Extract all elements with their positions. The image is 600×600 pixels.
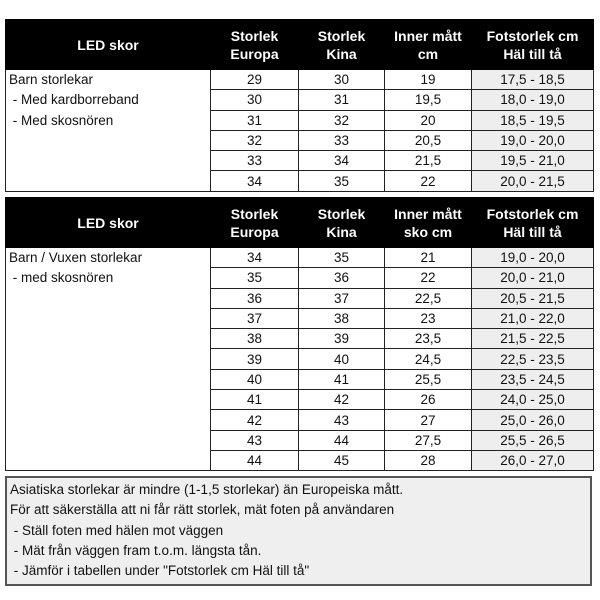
table-cell: 18,0 - 19,0 bbox=[472, 90, 594, 110]
table-cell: 36 bbox=[211, 288, 299, 308]
table-cell: 22,5 bbox=[385, 288, 472, 308]
table-cell: 24,5 bbox=[385, 349, 472, 369]
table-cell: 20,0 - 21,5 bbox=[472, 171, 594, 191]
table-cell: 21,0 - 22,0 bbox=[472, 308, 594, 328]
table-cell: 33 bbox=[211, 151, 299, 171]
table-cell: 43 bbox=[211, 430, 299, 450]
category-label-line: - med skosnören bbox=[9, 270, 114, 286]
column-header bbox=[6, 20, 211, 70]
table-cell: 31 bbox=[211, 110, 299, 130]
table-cell: 27,5 bbox=[385, 430, 472, 450]
column-header bbox=[211, 198, 299, 248]
table-cell: 34 bbox=[299, 151, 385, 171]
column-header-line: Storlek bbox=[230, 205, 279, 222]
table-cell: 32 bbox=[211, 130, 299, 150]
column-header bbox=[6, 198, 211, 248]
table-cell: 21,5 bbox=[385, 151, 472, 171]
column-header-line: sko cm bbox=[403, 223, 453, 240]
note-line: - Jämför i tabellen under "Fotstorlek cm Häl till tå" bbox=[10, 563, 310, 579]
column-header-line: Storlek bbox=[230, 27, 279, 44]
table-cell: 35 bbox=[299, 171, 385, 191]
table-cell: 28 bbox=[385, 450, 472, 470]
table-row bbox=[6, 248, 594, 268]
column-header-line: Kina bbox=[326, 45, 357, 62]
table-cell: 30 bbox=[211, 90, 299, 110]
column-header-line: Inner mått bbox=[394, 27, 462, 44]
table-cell: 43 bbox=[299, 410, 385, 430]
table-cell: 26 bbox=[385, 390, 472, 410]
table-cell: 36 bbox=[299, 268, 385, 288]
table-cell: 25,0 - 26,0 bbox=[472, 410, 594, 430]
category-label-line: Barn / Vuxen storlekar bbox=[9, 250, 143, 265]
table-header-row bbox=[6, 198, 594, 248]
table-cell: 35 bbox=[299, 248, 385, 268]
table-cell: 22 bbox=[385, 268, 472, 288]
table-cell: 40 bbox=[211, 369, 299, 389]
table-cell: 19 bbox=[385, 70, 472, 90]
table-cell: 23,5 bbox=[385, 329, 472, 349]
column-header-line: LED skor bbox=[77, 36, 139, 53]
table-header-row bbox=[6, 20, 594, 70]
table-cell: 23 bbox=[385, 308, 472, 328]
column-header-line: Kina bbox=[326, 223, 357, 240]
table-cell: 39 bbox=[211, 349, 299, 369]
table-cell: 44 bbox=[211, 450, 299, 470]
table-cell: 19,0 - 20,0 bbox=[472, 248, 594, 268]
table-cell: 42 bbox=[211, 410, 299, 430]
column-header-line: cm bbox=[417, 45, 439, 62]
table-cell: 18,5 - 19,5 bbox=[472, 110, 594, 130]
note-line: Asiatiska storlekar är mindre (1-1,5 storlekar) än Europeiska mått. bbox=[10, 482, 404, 497]
table-cell: 25,5 - 26,5 bbox=[472, 430, 594, 450]
table-cell: 21,5 - 22,5 bbox=[472, 329, 594, 349]
column-header bbox=[385, 20, 472, 70]
table-cell: 33 bbox=[299, 130, 385, 150]
table-cell: 22 bbox=[385, 171, 472, 191]
column-header-line: Europa bbox=[230, 223, 279, 240]
table-cell: 41 bbox=[211, 390, 299, 410]
table-cell: 34 bbox=[211, 171, 299, 191]
size-table-children bbox=[5, 19, 594, 192]
category-label-line: - Med kardborreband bbox=[9, 92, 139, 108]
table-cell: 21 bbox=[385, 248, 472, 268]
table-cell: 17,5 - 18,5 bbox=[472, 70, 594, 90]
table-cell: 20 bbox=[385, 110, 472, 130]
table-cell: 26,0 - 27,0 bbox=[472, 450, 594, 470]
column-header bbox=[472, 198, 594, 248]
category-label bbox=[6, 248, 211, 471]
table-cell: 38 bbox=[299, 308, 385, 328]
table-cell: 22,5 - 23,5 bbox=[472, 349, 594, 369]
column-header-line: Fotstorlek cm bbox=[486, 27, 579, 44]
column-header-line: Häl till tå bbox=[503, 45, 562, 62]
table-cell: 39 bbox=[299, 329, 385, 349]
table-cell: 19,5 - 21,0 bbox=[472, 151, 594, 171]
table-cell: 38 bbox=[211, 329, 299, 349]
column-header bbox=[299, 20, 385, 70]
note-line: För att säkerställa att ni får rätt storlek, mät foten på användaren bbox=[10, 502, 395, 518]
table-cell: 23,5 - 24,5 bbox=[472, 369, 594, 389]
table-cell: 45 bbox=[299, 450, 385, 470]
note-line: - Ställ foten med hälen mot väggen bbox=[10, 522, 224, 538]
column-header-line: Storlek bbox=[317, 205, 366, 222]
table-cell: 25,5 bbox=[385, 369, 472, 389]
table-cell: 27 bbox=[385, 410, 472, 430]
category-label-line: - Med skosnören bbox=[9, 112, 114, 128]
size-table-children-adult bbox=[5, 197, 594, 471]
column-header-line: Europa bbox=[230, 45, 279, 62]
column-header-line: Storlek bbox=[317, 27, 366, 44]
table-cell: 35 bbox=[211, 268, 299, 288]
table-cell: 37 bbox=[299, 288, 385, 308]
table-cell: 30 bbox=[299, 70, 385, 90]
category-label-line: Barn storlekar bbox=[9, 72, 94, 87]
table-row bbox=[6, 70, 594, 90]
note-line: - Mät från väggen fram t.o.m. längsta tån. bbox=[10, 542, 262, 558]
table-cell: 32 bbox=[299, 110, 385, 130]
table-cell: 42 bbox=[299, 390, 385, 410]
column-header-line: Inner mått bbox=[394, 205, 462, 222]
category-label bbox=[6, 70, 211, 192]
table-cell: 19,0 - 20,0 bbox=[472, 130, 594, 150]
table-cell: 20,5 bbox=[385, 130, 472, 150]
measuring-note bbox=[5, 476, 592, 586]
table-cell: 41 bbox=[299, 369, 385, 389]
table-cell: 19,5 bbox=[385, 90, 472, 110]
table-cell: 37 bbox=[211, 308, 299, 328]
column-header bbox=[472, 20, 594, 70]
table-cell: 34 bbox=[211, 248, 299, 268]
column-header bbox=[211, 20, 299, 70]
column-header bbox=[299, 198, 385, 248]
column-header-line: LED skor bbox=[77, 214, 139, 231]
table-cell: 44 bbox=[299, 430, 385, 450]
column-header bbox=[385, 198, 472, 248]
table-cell: 20,0 - 21,0 bbox=[472, 268, 594, 288]
table-cell: 24,0 - 25,0 bbox=[472, 390, 594, 410]
table-cell: 20,5 - 21,5 bbox=[472, 288, 594, 308]
table-cell: 40 bbox=[299, 349, 385, 369]
table-cell: 29 bbox=[211, 70, 299, 90]
column-header-line: Häl till tå bbox=[503, 223, 562, 240]
table-cell: 31 bbox=[299, 90, 385, 110]
column-header-line: Fotstorlek cm bbox=[486, 205, 579, 222]
